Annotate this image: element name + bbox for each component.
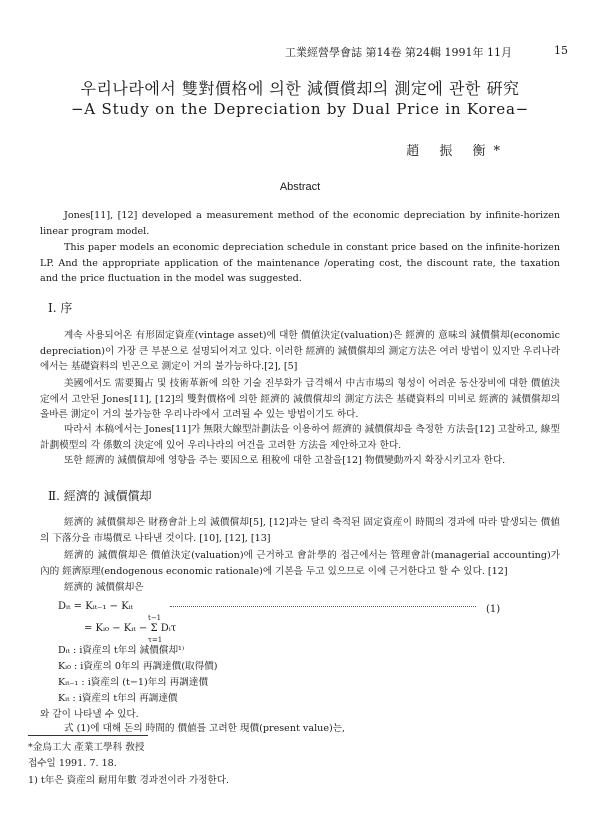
section-2-paragraph-2: 經濟的 減價償却은 價値決定(valuation)에 근거하고 會計學的 접근에서는 管理會計(managerial accounting)가 內的 經濟原理(endogenous economic rationale)에 기본을 두고 있으므로 이에 근거한다고 할 수 있다. [12]	[40, 550, 560, 577]
footnote-affiliation: *金烏工大 產業工學科 敎授	[28, 742, 145, 753]
definition-3: Kᵢₜ₋₁ : i資産의 (t−1)年의 再調達價	[58, 677, 209, 688]
section-2-paragraph-4: 式 (1)에 대해 돈의 時間的 價値를 고려한 現價(present value)는,	[64, 723, 346, 734]
equation-sum-upper: t−1	[148, 614, 162, 622]
section-1-paragraph-4: 또한 經濟的 減價償却에 영향을 주는 要因으로 租稅에 대한 고찰을[12] 物價變動까지 확장시키고자 한다.	[64, 455, 506, 466]
section-1-paragraph-2: 美國에서도 需要獨占 및 技術革新에 의한 기술 진부화가 급격해서 中古市場의 형성이 어려운 동산장비에 대한 價値決定에서 고안된 Jones[11], [12]의 雙對價格에 의한 經濟的 減價償却의 測定方法은 基礎資料의 미비로 經濟的 減價償却의 올바른 測定이 거의 불가능한 우리나라에서 고려될 수 있는 방법이기도 하다.	[40, 378, 560, 421]
title-korean: 우리나라에서 雙對價格에 의한 減價償却의 測定에 관한 硏究	[80, 79, 520, 98]
page-number: 15	[554, 44, 568, 57]
equation-sum-lower: τ=1	[148, 636, 163, 644]
section-1-paragraph-3: 따라서 本稿에서는 Jones[11]가 無限大線型計劃法을 이용하여 經濟的 減價償却을 측정한 方法을[12] 고찰하고, 線型計劃模型의 각 係數의 決定에 있어 우리나라의 여건을 고려한 方法을 제안하고자 한다.	[40, 424, 560, 451]
after-equation-text: 와 같이 나타낼 수 있다.	[40, 709, 139, 720]
equation-leader	[170, 606, 476, 607]
definition-4: Kᵢₜ : i資産의 t年의 再調達價	[58, 693, 178, 704]
journal-header: 工業經營學會誌 第14卷 第24輯 1991年 11月	[285, 46, 512, 59]
title-english: −A Study on the Depreciation by Dual Price in Korea−	[70, 100, 530, 118]
equation-line-2: = Kᵢ₀ − Kᵢₜ − Σ Dᵢτ	[84, 623, 177, 634]
section-2-paragraph-1: 經濟的 減價償却은 財務會計上의 減價償却[5], [12]과는 달리 축적된 固定資産이 時間의 경과에 따라 발생되는 價値의 下落分을 市場價로 나타낸 것이다. [10], [12], [13]	[40, 517, 560, 544]
abstract-paragraph-1: Jones[11], [12] developed a measurement method of the economic depreciation by infinite-horizen linear program model.	[40, 210, 560, 237]
footnote-1: 1) t年은 資産의 耐用年數 경과전이라 가정한다.	[28, 775, 230, 786]
equation-line-1: Dᵢₜ = Kᵢₜ₋₁ − Kᵢₜ	[58, 601, 134, 612]
definition-2: Kᵢ₀ : i資産의 0年의 再調達價(取得價)	[58, 661, 218, 672]
section-2-paragraph-3: 經濟的 減價償却은	[64, 582, 144, 593]
abstract-heading: Abstract	[279, 181, 321, 193]
author: 趙 振 衡*	[406, 144, 508, 159]
definition-1: Dᵢₜ : i資産의 t年의 減價償却¹⁾	[58, 645, 185, 656]
footnote-rule	[28, 735, 148, 736]
footnote-received: 접수일 1991. 7. 18.	[28, 758, 117, 769]
section-2-heading: Ⅱ. 經濟的 減價償却	[48, 489, 152, 503]
abstract-paragraph-2: This paper models an economic depreciation schedule in constant price based on the infinite-horizen LP. And the appropriate application of the maintenance /operating cost, the discount rate, the taxation and the price fluctuation in the model was suggested.	[40, 242, 560, 285]
section-1-paragraph-1: 계속 사용되어온 有形固定資産(vintage asset)에 대한 價値決定(valuation)은 經濟的 意味의 減價償却(economic depreciation)이 가장 큰 부분으로 설명되어져고 있다. 이러한 經濟的 減價償却의 測定方法은 여러 방법이 있지만 우리나라에서는 基礎資料의 빈곤으로 測定이 거의 불가능하다.[2], [5]	[40, 330, 560, 373]
section-1-heading: Ⅰ. 序	[48, 301, 73, 315]
equation-number: (1)	[486, 604, 501, 615]
